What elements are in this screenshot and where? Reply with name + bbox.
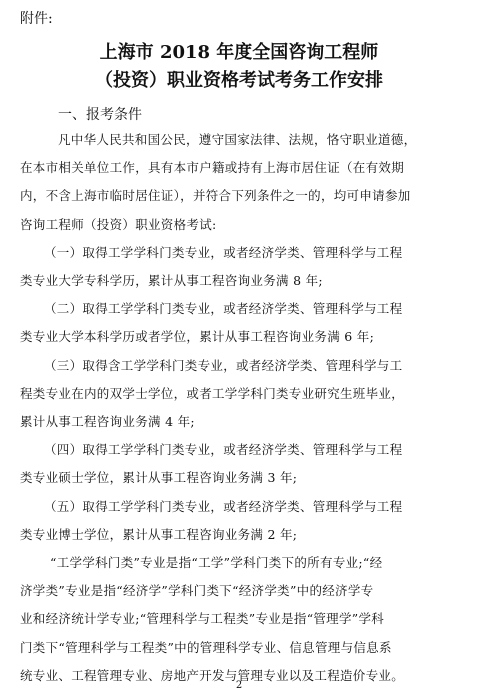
body-line: （五）取得工学学科门类专业，或者经济学类、管理科学与工程 bbox=[44, 498, 403, 514]
body-line: 凡中华人民共和国公民，遵守国家法律、法规，恪守职业道德， bbox=[58, 132, 417, 147]
body-line: 类专业大学专科学历，累计从事工程咨询业务满 8 年; bbox=[20, 273, 323, 288]
body-line: 业和经济统计学专业;“管理科学与工程类”专业是指“管理学”学科 bbox=[20, 611, 385, 627]
body-line: 门类下“管理科学与工程类”中的管理科学专业、信息管理与信息系 bbox=[20, 639, 392, 655]
body-line: （三）取得含工学学科门类专业，或者经济学类、管理科学与工 bbox=[44, 357, 403, 373]
body-line: 咨询工程师（投资）职业资格考试: bbox=[20, 216, 217, 232]
body-line: 类专业硕士学位，累计从事工程咨询业务满 3 年; bbox=[20, 470, 298, 486]
body-line: 程类专业在内的双学士学位，或者工学学科门类专业研究生班毕业， bbox=[20, 385, 405, 401]
body-line: “工学学科门类”专业是指“工学”学科门类下的所有专业;“经 bbox=[50, 555, 383, 570]
attachment-label: 附件: bbox=[20, 11, 53, 27]
body-line: （四）取得工学学科门类专业，或者经济学类、管理科学与工程 bbox=[44, 442, 403, 458]
body-line: 类专业大学本科学历或者学位，累计从事工程咨询业务满 6 年; bbox=[20, 329, 375, 345]
body-line: 统专业、工程管理专业、房地产开发与管理专业以及工程造价专业。 bbox=[20, 667, 405, 683]
body-line: 在本市相关单位工作，具有本市户籍或持有上海市居住证（在有效期 bbox=[20, 160, 405, 176]
body-line: 内，不含上海市临时居住证），并符合下列条件之一的，均可申请参加 bbox=[20, 188, 411, 204]
body-line: 济学类”专业是指“经济学”学科门类下“经济学类”中的经济学专 bbox=[20, 583, 374, 599]
body-line: （二）取得工学学科门类专业，或者经济学类、管理科学与工程 bbox=[44, 301, 403, 317]
body-line: （一）取得工学学科门类专业，或者经济学类、管理科学与工程 bbox=[44, 244, 403, 260]
body-line: 类专业博士学位，累计从事工程咨询业务满 2 年; bbox=[20, 526, 298, 542]
section-heading: 一、报考条件 bbox=[58, 107, 142, 123]
title-line-2: （投资）职业资格考试考务工作安排 bbox=[95, 70, 383, 91]
title-line-1: 上海市 2018 年度全国咨询工程师 bbox=[99, 42, 379, 63]
body-line: 累计从事工程咨询业务满 4 年; bbox=[20, 414, 195, 429]
page-number: 2 bbox=[235, 680, 243, 691]
